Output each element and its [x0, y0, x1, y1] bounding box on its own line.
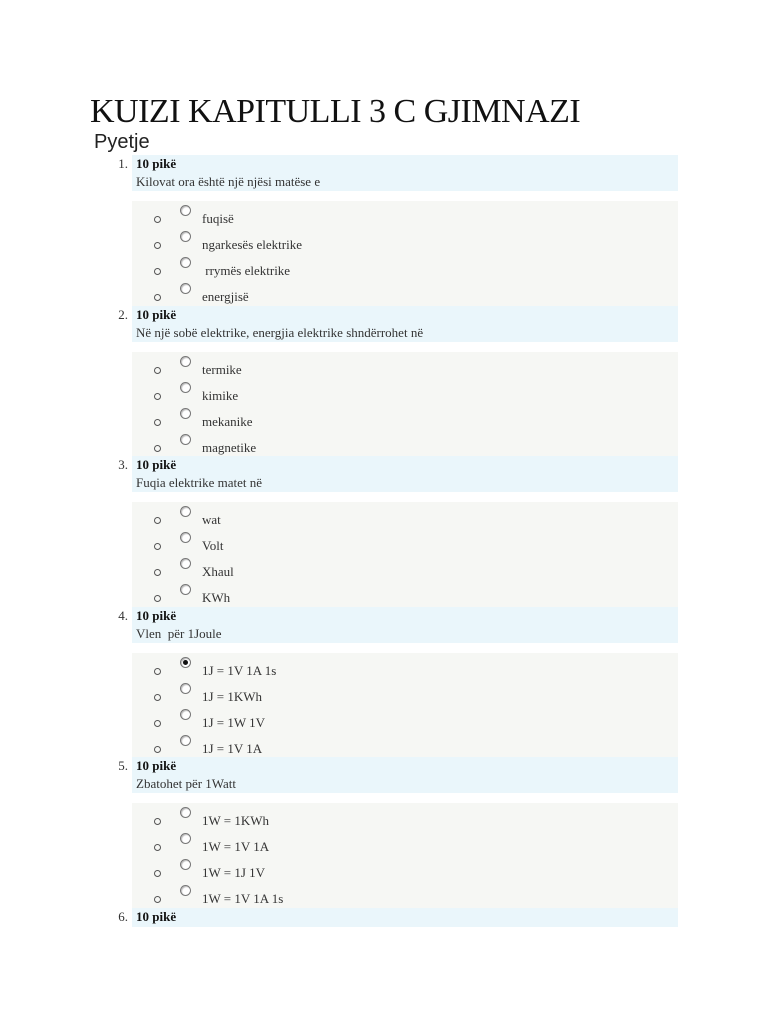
question-4 [100, 607, 678, 759]
radio-button[interactable] [180, 859, 191, 870]
bullet-icon [154, 870, 161, 877]
radio-button[interactable] [180, 283, 191, 294]
bullet-icon [154, 393, 161, 400]
question-text: Në një sobë elektrike, energjia elektrike shndërrohet në [136, 325, 424, 340]
option-label: wat [202, 512, 221, 527]
answer-option[interactable] [132, 683, 678, 707]
option-label: rrymës elektrike [202, 263, 291, 278]
question-points: 10 pikë [136, 758, 177, 773]
option-label: ngarkesës elektrike [202, 237, 302, 252]
answer-options [132, 201, 678, 307]
answer-option[interactable] [132, 584, 678, 608]
bullet-icon [154, 445, 161, 452]
radio-button[interactable] [180, 506, 191, 517]
answer-option[interactable] [132, 735, 678, 759]
radio-button[interactable] [180, 833, 191, 844]
answer-option[interactable] [132, 532, 678, 556]
bullet-icon [154, 720, 161, 727]
answer-options [132, 502, 678, 608]
question-points: 10 pikë [136, 307, 177, 322]
question-number: 3. [118, 457, 128, 472]
bullet-icon [154, 268, 161, 275]
question-header [118, 155, 678, 191]
option-label: 1W = 1V 1A [202, 839, 270, 854]
option-label: 1J = 1KWh [202, 689, 263, 704]
answer-option[interactable] [132, 257, 678, 281]
answer-option[interactable] [132, 506, 678, 530]
question-number: 4. [118, 608, 128, 623]
answer-options [132, 352, 678, 458]
option-label: magnetike [202, 440, 257, 455]
answer-option[interactable] [132, 205, 678, 229]
radio-button[interactable] [180, 532, 191, 543]
radio-button[interactable] [180, 205, 191, 216]
answer-option[interactable] [132, 709, 678, 733]
option-label: 1J = 1V 1A [202, 741, 263, 756]
question-points: 10 pikë [136, 156, 177, 171]
answer-option[interactable] [132, 382, 678, 406]
question-header [118, 757, 678, 793]
bullet-icon [154, 595, 161, 602]
answer-option[interactable] [132, 657, 678, 681]
answer-option[interactable] [132, 859, 678, 883]
question-points: 10 pikë [136, 608, 177, 623]
bullet-icon [154, 694, 161, 701]
radio-button[interactable] [180, 558, 191, 569]
radio-button[interactable] [180, 735, 191, 746]
question-header [118, 456, 678, 492]
bullet-icon [154, 668, 161, 675]
radio-button[interactable] [180, 807, 191, 818]
question-text: Zbatohet për 1Watt [136, 776, 237, 791]
question-points: 10 pikë [136, 457, 177, 472]
question-text: Fuqia elektrike matet në [136, 475, 262, 490]
answer-option[interactable] [132, 283, 678, 307]
question-header [118, 908, 678, 927]
option-label: 1J = 1V 1A 1s [202, 663, 277, 678]
option-label: 1W = 1V 1A 1s [202, 891, 284, 906]
question-text: Vlen për 1Joule [136, 626, 222, 641]
question-number: 2. [118, 307, 128, 322]
bullet-icon [154, 818, 161, 825]
bullet-icon [154, 517, 161, 524]
bullet-icon [154, 569, 161, 576]
radio-button[interactable] [180, 434, 191, 445]
option-label: 1J = 1W 1V [202, 715, 266, 730]
answer-option[interactable] [132, 833, 678, 857]
answer-option[interactable] [132, 356, 678, 380]
radio-button[interactable] [180, 709, 191, 720]
question-5 [100, 757, 678, 909]
option-label: 1W = 1KWh [202, 813, 270, 828]
answer-option[interactable] [132, 558, 678, 582]
bullet-icon [154, 367, 161, 374]
radio-button[interactable] [180, 382, 191, 393]
bullet-icon [154, 294, 161, 301]
answer-option[interactable] [132, 885, 678, 909]
radio-button[interactable] [180, 885, 191, 896]
page-title: KUIZI KAPITULLI 3 C GJIMNAZI [90, 93, 581, 130]
bullet-icon [154, 543, 161, 550]
section-subtitle: Pyetje [94, 131, 150, 153]
question-number: 5. [118, 758, 128, 773]
bullet-icon [154, 844, 161, 851]
bullet-icon [154, 242, 161, 249]
bullet-icon [154, 216, 161, 223]
answer-option[interactable] [132, 408, 678, 432]
option-label: kimike [202, 388, 239, 403]
option-label: energjisë [202, 289, 249, 304]
option-label: 1W = 1J 1V [202, 865, 266, 880]
bullet-icon [154, 419, 161, 426]
question-3 [100, 456, 678, 608]
question-header [118, 306, 678, 342]
answer-options [132, 803, 678, 909]
question-number: 6. [118, 909, 128, 924]
question-6 [100, 908, 678, 927]
radio-button[interactable] [180, 356, 191, 367]
option-label: fuqisë [202, 211, 234, 226]
option-label: mekanike [202, 414, 253, 429]
option-label: termike [202, 362, 242, 377]
question-text: Kilovat ora është një njësi matëse e [136, 174, 321, 189]
radio-button[interactable] [180, 257, 191, 268]
answer-option[interactable] [132, 231, 678, 255]
question-number: 1. [118, 156, 128, 171]
answer-option[interactable] [132, 807, 678, 831]
option-label: Volt [202, 538, 224, 553]
option-label: Xhaul [202, 564, 234, 579]
answer-options [132, 653, 678, 759]
question-header [118, 607, 678, 643]
question-2 [100, 306, 678, 458]
answer-option[interactable] [132, 434, 678, 458]
radio-button[interactable] [180, 683, 191, 694]
question-points: 10 pikë [136, 909, 177, 924]
radio-button[interactable] [180, 231, 191, 242]
bullet-icon [154, 896, 161, 903]
radio-button-checked[interactable] [180, 657, 191, 668]
radio-button[interactable] [180, 584, 191, 595]
radio-button[interactable] [180, 408, 191, 419]
option-label: KWh [202, 590, 231, 605]
bullet-icon [154, 746, 161, 753]
question-1 [100, 155, 678, 307]
